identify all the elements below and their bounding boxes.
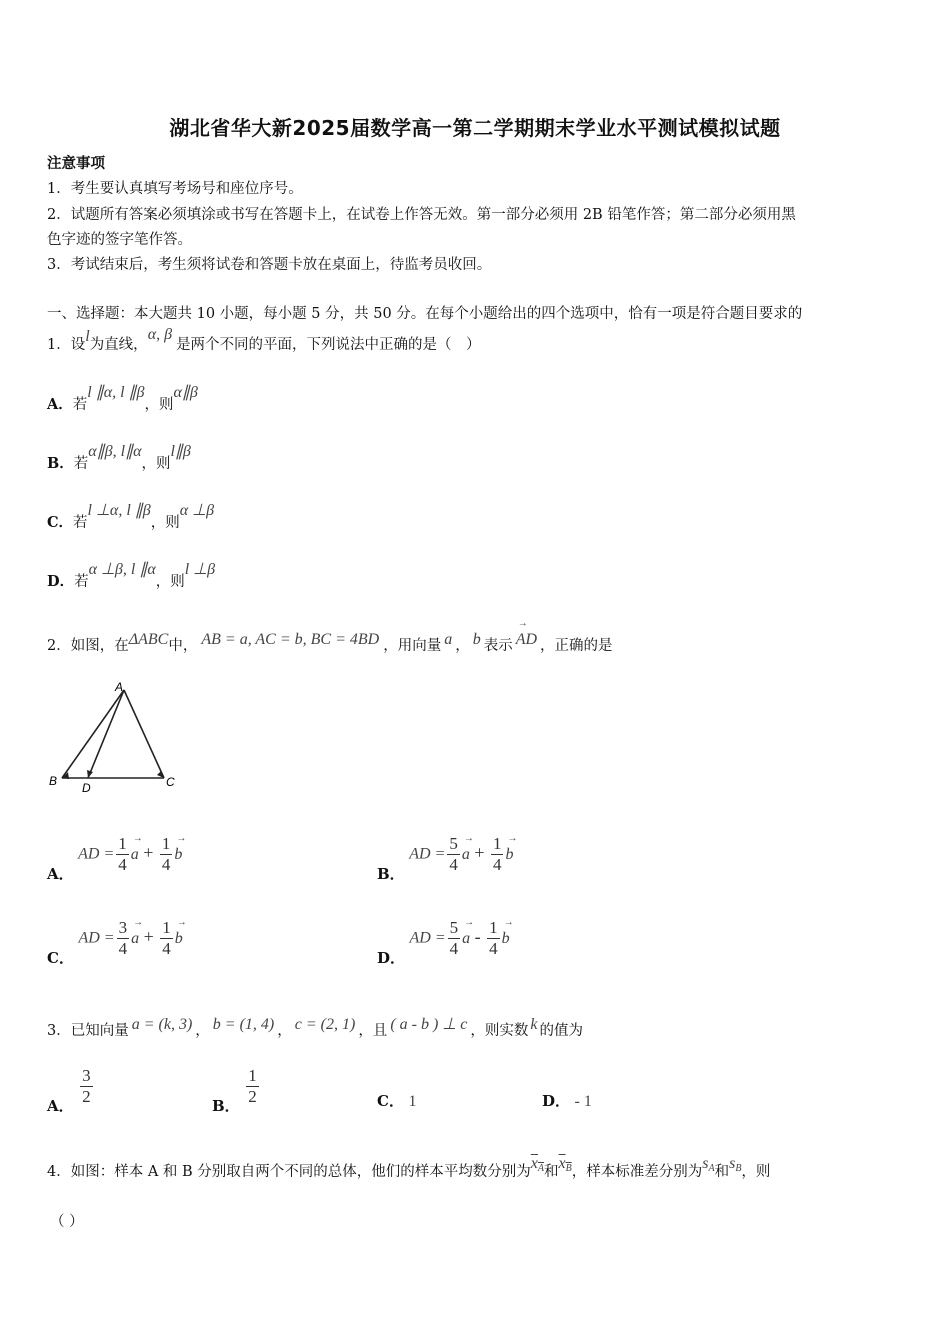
fraction-2: $\frac{1}{4}$ [492,834,502,874]
q1-option-c[interactable] [47,502,215,532]
option-if: 若 [74,574,89,590]
option-label: C． [47,514,74,531]
vector-b: → b [502,930,510,948]
vector-a: → a [462,846,470,864]
operator: - [474,926,481,947]
option-condition: l ∥α, l ∥β [87,384,145,401]
fraction-2: $\frac{1}{4}$ [489,918,498,958]
fraction-1: $\frac{5}{4}$ [449,918,459,958]
q3-option-d[interactable] [542,1090,592,1111]
q4-and: 和 [544,1164,559,1180]
option-label: C． [47,948,74,967]
fraction-1: $\frac{3}{4}$ [118,918,128,958]
notice-item-2: 2．试题所有答案必须填涂或书写在答题卡上，在试卷上作答无效。第一部分必须用 2B 铅笔作答；第二部分必须用黑 [47,207,796,223]
q2-vector-ad: → AD [516,631,537,649]
option-if: 若 [73,456,89,472]
vector-a: → a [131,846,139,864]
q4-text: ，样本标准差分别为 [571,1164,703,1180]
vector-a: → a [131,930,139,948]
label-a: A [115,680,124,694]
label-b: B [49,774,58,788]
option-label: A． [47,1096,74,1115]
q4-prefix: 4．如图：样本 A 和 B 分别取自两个不同的总体，他们的样本平均数分别为 [47,1164,531,1180]
q3-option-a[interactable] [47,1066,95,1115]
q2-option-c[interactable] [47,918,183,967]
q3-option-b[interactable] [212,1066,261,1115]
q3-option-c[interactable] [377,1090,416,1111]
q2-triangle: ΔABC [128,631,169,648]
q3-prefix: 3．已知向量 [47,1023,129,1039]
option-label: B． [377,864,405,883]
q2-text: 表示 [483,638,513,654]
option-lhs: AD = [78,929,115,947]
question-4-stem [47,1155,771,1182]
vector-b: → b [175,930,183,948]
q2-text: 中， [168,638,198,654]
option-value: 1 [408,1093,417,1110]
fraction-1: $\frac{5}{4}$ [449,834,458,874]
fraction: $\frac{3}{2}$ [82,1066,91,1106]
option-label: D． [377,948,406,967]
vector-b: → b [505,846,513,864]
q3-sep: ， [277,1023,292,1039]
q2-prefix: 2．如图，在 [47,638,129,654]
q2-option-a[interactable] [47,834,183,883]
vector-a: → a [462,930,470,948]
notice-item-2-cont: 色字迹的签字笔作答。 [47,232,192,248]
label-c: C [166,775,175,789]
operator: + [474,842,485,863]
option-label: D． [47,573,75,590]
option-condition: l ⊥α, l ∥β [87,502,151,519]
question-1-stem [47,326,481,354]
q4-mean-a: $x_A$ [530,1155,545,1174]
q1-text-post: 是两个不同的平面，下列说法中正确的是（ ） [176,337,481,353]
q1-option-b[interactable] [47,443,191,473]
q4-text: ，则 [741,1164,771,1180]
page-title: 湖北省华大新2025届数学高一第二学期期末学业水平测试模拟试题 [169,116,781,140]
q4-mean-b: $x_B$ [558,1155,572,1174]
option-then: ，则 [150,515,180,531]
fraction: $\frac{1}{2}$ [248,1066,257,1106]
fraction-2: $\frac{1}{4}$ [162,918,171,958]
q1-planes-symbol: α, β [147,326,173,343]
option-label: B． [47,455,74,472]
option-value: - 1 [574,1093,592,1110]
option-result: α ⊥β [179,502,215,519]
q1-text-mid: 为直线， [89,337,148,353]
question-2-stem [47,631,613,655]
edge-ac [124,690,164,778]
notice-item-3: 3．考试结束后，考生须将试卷和答题卡放在桌面上，待监考员收回。 [47,257,492,273]
option-result: l ⊥β [184,561,216,578]
q3-condition: ( a - b ) ⊥ c [390,1016,468,1033]
q1-prefix: 1．设 [47,337,86,353]
option-then: ，则 [141,456,171,472]
triangle-figure [44,678,194,798]
option-if: 若 [73,515,88,531]
fraction-2: $\frac{1}{4}$ [161,834,171,874]
q1-option-d[interactable] [47,561,216,591]
q4-sd-b: $s_B$ [729,1155,742,1174]
q4-sd-a: $s_A$ [702,1155,715,1174]
vector-b: → b [174,846,182,864]
option-label: B． [212,1096,240,1115]
q3-text: ，则实数 [470,1023,529,1039]
q3-and: ，且 [358,1023,388,1039]
option-lhs: AD = [409,929,446,947]
section-heading: 一、选择题：本大题共 10 小题，每小题 5 分，共 50 分。在每个小题给出的四个选项中，恰有一项是符合题目要求的 [47,306,803,322]
option-if: 若 [72,397,88,413]
option-result: α∥β [173,384,198,401]
q1-line-symbol: l [85,328,90,345]
label-d: D [82,781,91,795]
q2-option-d[interactable] [377,918,510,967]
option-result: l∥β [170,443,191,460]
q4-and: 和 [714,1164,730,1180]
option-lhs: AD = [78,845,115,863]
operator: + [143,926,154,947]
option-label: A． [47,864,74,883]
question-3-stem [47,1016,583,1040]
arrow-d [87,770,93,778]
option-label: A． [47,396,73,413]
q2-vector-a: a [444,631,453,648]
q3-text: 的值为 [539,1023,583,1039]
q2-option-b[interactable] [377,834,514,883]
option-label: C． [377,1092,404,1110]
option-then: ，则 [155,574,185,590]
notice-item-1: 1．考生要认真填写考场号和座位序号。 [47,181,303,197]
q2-text: ，正确的是 [540,638,613,654]
q3-vector-c: c = (2, 1) [294,1016,356,1033]
notice-heading: 注意事项 [47,155,105,172]
q3-vector-b: b = (1, 4) [212,1016,275,1033]
option-condition: α∥β, l∥α [88,443,142,460]
option-lhs: AD = [409,845,446,863]
q4-answer-blank: （ ） [50,1214,84,1230]
q2-condition: AB = a, AC = b, BC = 4BD [201,631,380,648]
option-then: ，则 [144,397,174,413]
q2-vector-b: b [472,631,481,648]
operator: + [143,842,154,863]
q1-option-a[interactable] [47,384,198,414]
q3-sep: ， [195,1023,210,1039]
option-label: D． [542,1092,571,1110]
fraction-1: $\frac{1}{4}$ [118,834,127,874]
q3-k: k [530,1016,538,1033]
q3-vector-a: a = (k, 3) [131,1016,193,1033]
q2-text: ，用向量 [383,638,442,654]
option-condition: α ⊥β, l ∥α [88,561,156,578]
q2-comma: ， [455,638,470,654]
